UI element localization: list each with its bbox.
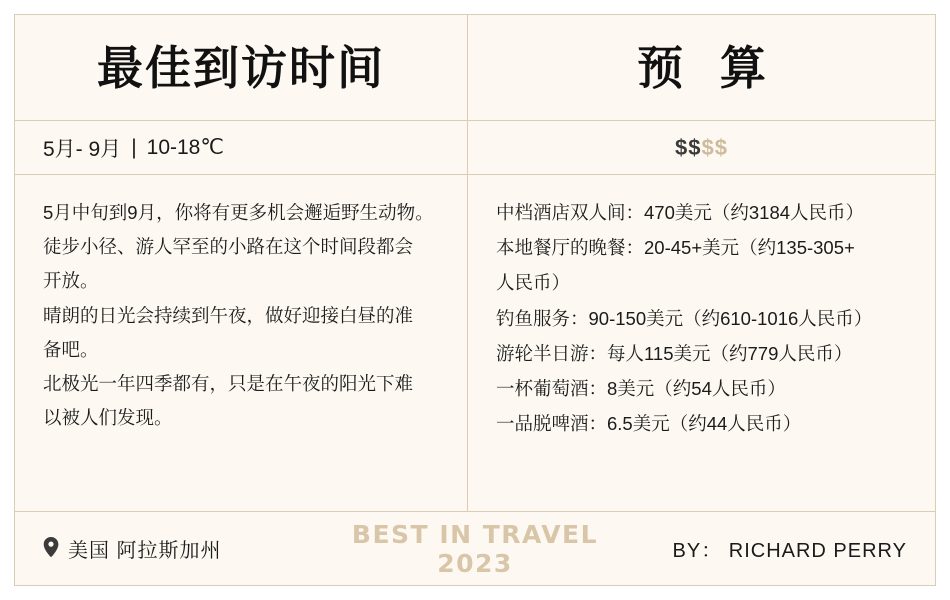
location-label: 美国 阿拉斯加州 <box>68 540 222 562</box>
best-time-column <box>15 15 468 511</box>
best-time-line: 以被人们发现。 <box>43 407 173 429</box>
best-time-line: 徒步小径、游人罕至的小路在这个时间段都会 <box>43 236 414 258</box>
best-time-line: 北极光一年四季都有，只是在午夜的阳光下难 <box>43 372 414 394</box>
budget-header <box>468 15 935 121</box>
card-footer <box>15 511 935 585</box>
budget-item: 一杯葡萄酒：8美元（约54人民币） <box>496 377 786 399</box>
best-time-line: 5月中旬到9月，你将有更多机会邂逅野生动物。 <box>43 202 434 223</box>
card-grid <box>15 15 935 511</box>
author-label: BY： RICHARD PERRY <box>672 540 907 562</box>
best-time-line: 晴朗的日光会持续到午夜，做好迎接白昼的准 <box>43 304 414 326</box>
budget-title: 预 算 <box>637 41 778 94</box>
best-time-months: 5月- 9月 <box>43 137 122 161</box>
budget-item: 游轮半日游：每人115美元（约779人民币） <box>496 342 853 364</box>
location-group <box>43 534 330 563</box>
budget-subtitle <box>468 121 935 175</box>
budget-item: 本地餐厅的晚餐：20-45+美元（约135-305+ <box>496 237 855 259</box>
budget-rating <box>675 135 728 161</box>
budget-filled: $$ <box>675 134 702 160</box>
budget-item: 人民币） <box>496 272 571 294</box>
brand-label: BEST IN TRAVEL 2023 <box>351 519 599 578</box>
subtitle-separator: | <box>131 135 137 159</box>
best-time-temperature: 10-18℃ <box>146 136 224 159</box>
best-time-title: 最佳到访时间 <box>97 41 385 94</box>
budget-body <box>468 175 935 511</box>
best-time-line: 开放。 <box>43 270 99 292</box>
budget-item: 一品脱啤酒：6.5美元（约44人民币） <box>496 413 802 435</box>
budget-item: 钓鱼服务：90-150美元（约610-1016人民币） <box>496 307 873 329</box>
best-time-line: 备吧。 <box>43 338 99 360</box>
best-time-header <box>15 15 467 121</box>
best-time-body <box>15 175 467 511</box>
travel-info-card <box>14 14 936 586</box>
budget-item: 中档酒店双人间：470美元（约3184人民币） <box>496 202 865 223</box>
budget-empty: $$ <box>701 134 728 160</box>
budget-column <box>468 15 935 511</box>
best-time-subtitle <box>15 121 467 175</box>
location-pin-icon <box>43 537 59 561</box>
